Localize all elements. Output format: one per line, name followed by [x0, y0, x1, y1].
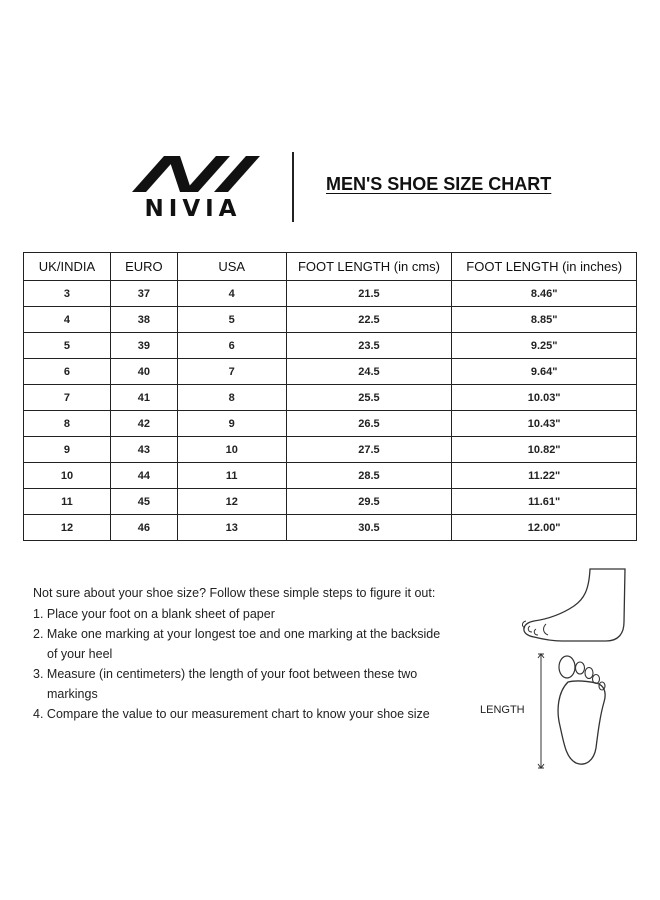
cell-foot-length-inches: 11.22" [452, 463, 637, 489]
table-row [24, 333, 637, 359]
cell-uk-india: 9 [24, 437, 111, 463]
length-label: LENGTH [480, 704, 525, 716]
cell-usa: 13 [177, 515, 286, 541]
step-text: markings [47, 687, 98, 701]
cell-usa: 8 [177, 385, 286, 411]
cell-euro: 45 [110, 489, 177, 515]
table-row [24, 359, 637, 385]
cell-usa: 12 [177, 489, 286, 515]
cell-usa: 6 [177, 333, 286, 359]
cell-foot-length-inches: 10.43" [452, 411, 637, 437]
cell-foot-length-inches: 9.25" [452, 333, 637, 359]
step-text: Make one marking at your longest toe and one marking at the backside [46, 627, 441, 641]
step-number: 3. [33, 667, 44, 681]
cell-usa: 9 [177, 411, 286, 437]
cell-euro: 41 [110, 385, 177, 411]
table-header-row [24, 253, 637, 281]
step-text: Place your foot on a blank sheet of paper [46, 607, 275, 621]
cell-foot-length-inches: 8.46" [452, 281, 637, 307]
cell-uk-india: 3 [24, 281, 111, 307]
instruction-step [33, 624, 473, 664]
header-divider [292, 152, 294, 222]
instructions-steps [33, 604, 473, 724]
nivia-logo [118, 152, 268, 222]
step-number: 1. [33, 607, 44, 621]
cell-foot-length-cms: 29.5 [286, 489, 452, 515]
cell-foot-length-inches: 10.03" [452, 385, 637, 411]
cell-euro: 42 [110, 411, 177, 437]
brand-name: NIVIA [144, 196, 242, 222]
table-row [24, 281, 637, 307]
cell-usa: 4 [177, 281, 286, 307]
table-body [24, 281, 637, 541]
instructions-intro: Not sure about your shoe size? Follow these simple steps to figure it out: [33, 586, 436, 600]
step-number: 4. [33, 707, 44, 721]
cell-uk-india: 11 [24, 489, 111, 515]
instruction-step [33, 604, 473, 624]
col-header-euro: EURO [110, 253, 177, 281]
page-title: MEN'S SHOE SIZE CHART [326, 174, 552, 194]
cell-foot-length-cms: 30.5 [286, 515, 452, 541]
col-header-usa: USA [177, 253, 286, 281]
cell-foot-length-cms: 25.5 [286, 385, 452, 411]
nivia-logo-mark [118, 152, 268, 200]
cell-uk-india: 7 [24, 385, 111, 411]
cell-euro: 37 [110, 281, 177, 307]
col-header-foot-length-cms: FOOT LENGTH (in cms) [286, 253, 452, 281]
cell-usa: 11 [177, 463, 286, 489]
table-row [24, 489, 637, 515]
cell-usa: 5 [177, 307, 286, 333]
cell-euro: 46 [110, 515, 177, 541]
instruction-step [33, 664, 473, 704]
step-number: 2. [33, 627, 44, 641]
cell-uk-india: 4 [24, 307, 111, 333]
cell-foot-length-inches: 8.85" [452, 307, 637, 333]
table-row [24, 307, 637, 333]
cell-uk-india: 5 [24, 333, 111, 359]
cell-uk-india: 8 [24, 411, 111, 437]
cell-usa: 7 [177, 359, 286, 385]
cell-foot-length-cms: 21.5 [286, 281, 452, 307]
cell-euro: 40 [110, 359, 177, 385]
cell-euro: 38 [110, 307, 177, 333]
step-text: Compare the value to our measurement chart to know your shoe size [46, 707, 430, 721]
cell-foot-length-cms: 28.5 [286, 463, 452, 489]
table-row [24, 385, 637, 411]
cell-foot-length-inches: 12.00" [452, 515, 637, 541]
cell-uk-india: 12 [24, 515, 111, 541]
cell-usa: 10 [177, 437, 286, 463]
cell-foot-length-cms: 23.5 [286, 333, 452, 359]
table-row [24, 515, 637, 541]
instruction-step [33, 704, 473, 724]
cell-euro: 39 [110, 333, 177, 359]
instructions [33, 583, 473, 724]
cell-uk-india: 10 [24, 463, 111, 489]
cell-foot-length-cms: 22.5 [286, 307, 452, 333]
cell-foot-length-cms: 26.5 [286, 411, 452, 437]
cell-euro: 43 [110, 437, 177, 463]
step-text: Measure (in centimeters) the length of your foot between these two [46, 667, 418, 681]
cell-foot-length-cms: 27.5 [286, 437, 452, 463]
col-header-uk-india: UK/INDIA [24, 253, 111, 281]
table-row [24, 463, 637, 489]
col-header-foot-length-inches: FOOT LENGTH (in inches) [452, 253, 637, 281]
foot-side-view-icon [518, 566, 638, 646]
table-row [24, 411, 637, 437]
table-row [24, 437, 637, 463]
cell-foot-length-inches: 10.82" [452, 437, 637, 463]
cell-euro: 44 [110, 463, 177, 489]
cell-uk-india: 6 [24, 359, 111, 385]
cell-foot-length-inches: 9.64" [452, 359, 637, 385]
size-chart-table [23, 252, 637, 541]
step-text: of your heel [47, 647, 113, 661]
cell-foot-length-inches: 11.61" [452, 489, 637, 515]
cell-foot-length-cms: 24.5 [286, 359, 452, 385]
foot-sole-view-icon [528, 652, 628, 772]
